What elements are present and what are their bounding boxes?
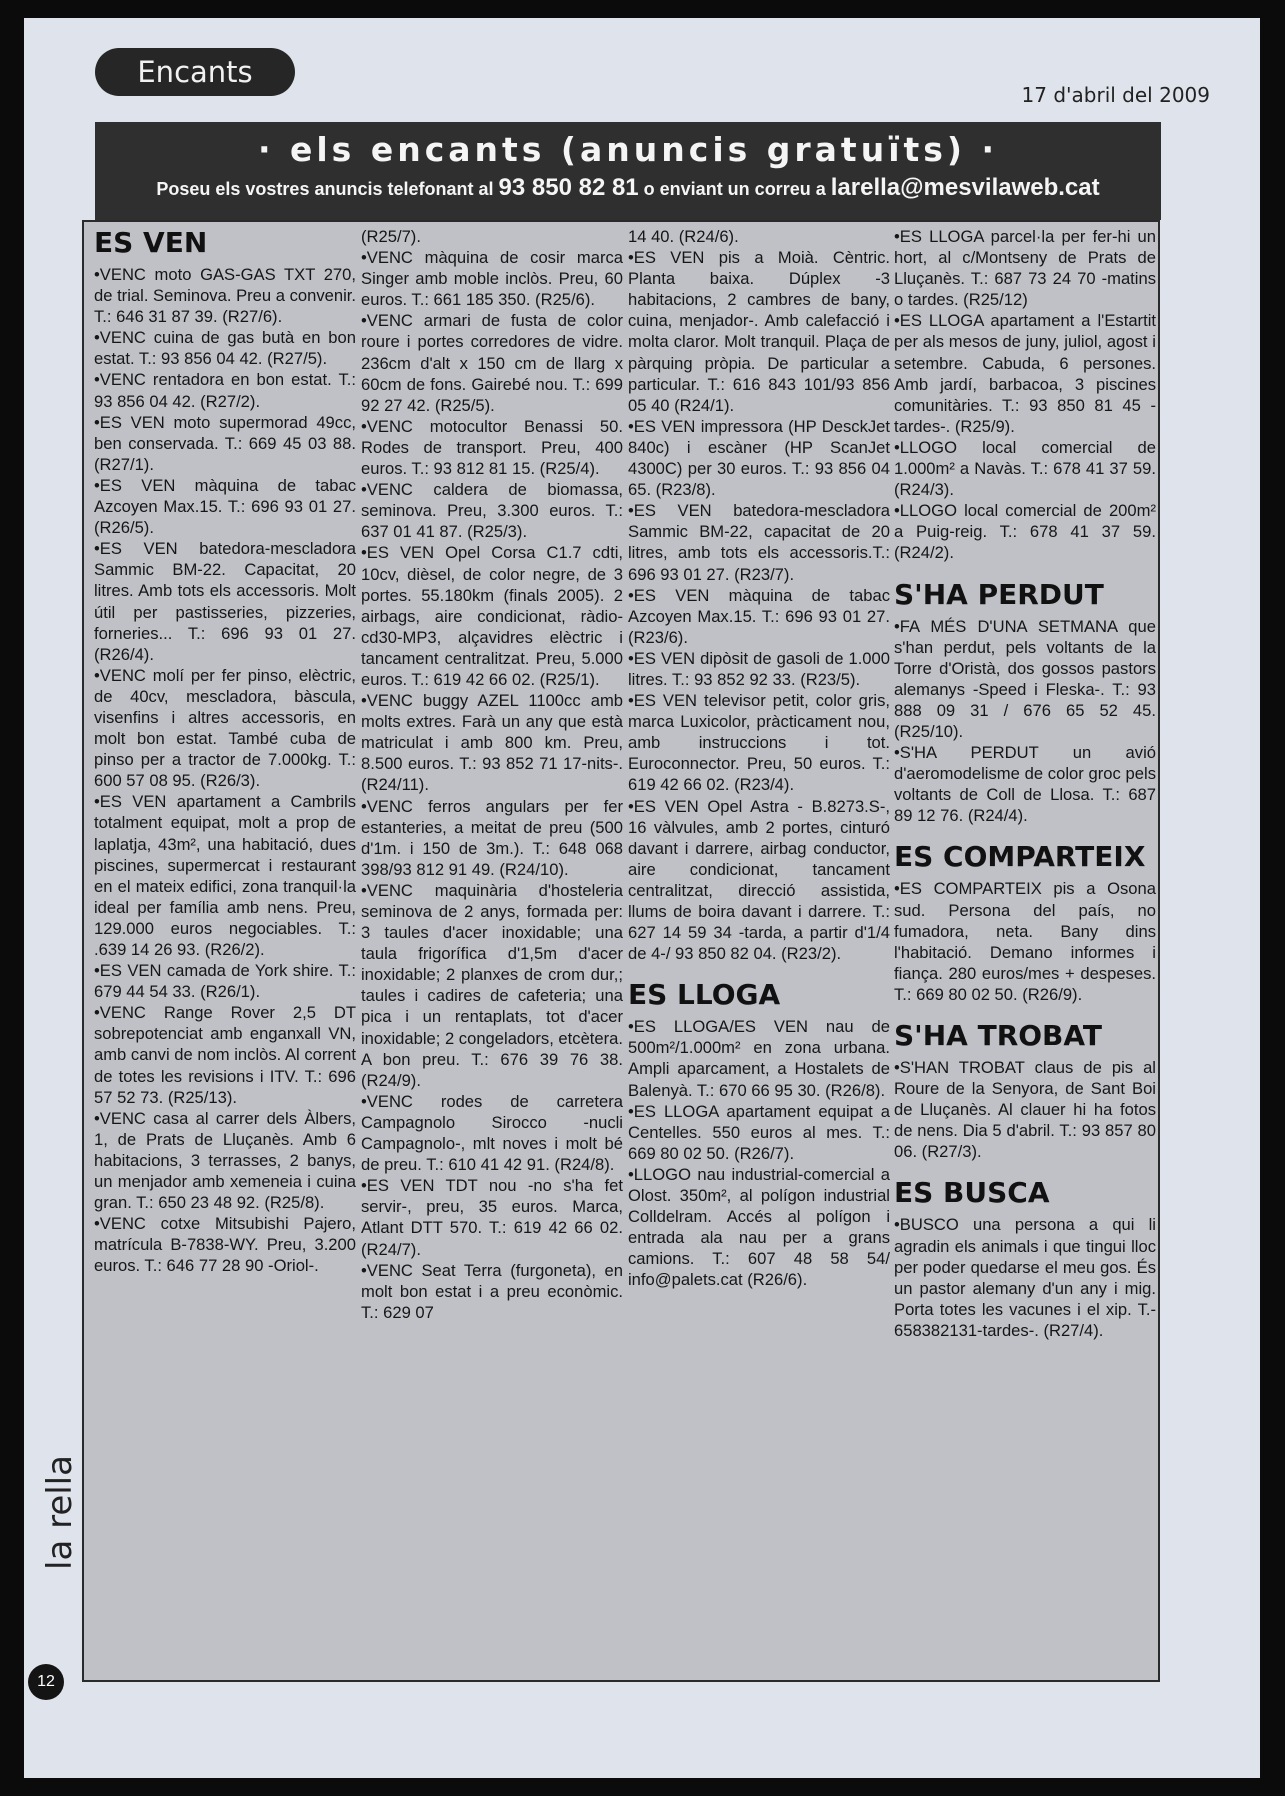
classified-ad: •ES VEN camada de York shire. T.: 679 44 54 33. (R26/1). — [94, 961, 356, 1002]
banner-sub-prefix: Poseu els vostres anuncis telefonant al — [156, 179, 494, 199]
classified-ad: •VENC cuina de gas butà en bon estat. T.: 93 856 04 42. (R27/5). — [94, 328, 356, 369]
classified-ad: 14 40. (R24/6). — [628, 227, 739, 246]
classified-ad: •S'HAN TROBAT claus de pis al Roure de la Senyora, de Sant Boi de Lluçanès. Al clauer hi ha fotos de nens. Dia 5 d'abril. T.: 93 857 80 06. (R27/3). — [894, 1058, 1156, 1162]
classified-ad: •ES COMPARTEIX pis a Osona sud. Persona del país, no fumadora, neta. Bany dins l'habitació. Demano informes i fiança. 280 euros/mes + despeses. T.: 669 80 02 50. (R26/9). — [894, 879, 1156, 1004]
classifieds-banner — [95, 122, 1161, 220]
classified-ad: •VENC buggy AZEL 1100cc amb molts extres. Farà un any que està matriculat i amb 800 km. Preu, 8.500 euros. T.: 93 852 71 17-nits-. (R24/11). — [361, 691, 623, 795]
ads-column-2 — [361, 226, 623, 1323]
classified-ad: •ES VEN televisor petit, color gris, marca Luxicolor, pràcticament nou, amb instruccions i tot. Euroconnector. Preu, 50 euros. T.: 619 42 66 02. (R23/4). — [628, 691, 890, 795]
classified-ad: •VENC rentadora en bon estat. T.: 93 856 04 42. (R27/2). — [94, 370, 356, 411]
banner-email[interactable]: larella@mesvilaweb.cat — [830, 174, 1100, 201]
section-heading: ES LLOGA — [628, 978, 781, 1012]
classified-ad: •BUSCO una persona a qui li agradin els animals i que tingui lloc per poder quedarse el meu gos. És un pastor alemany d'un any i mig. Porta totes les vacunes i el xip. T.- 658382131-tardes-. (R27/4). — [894, 1215, 1156, 1340]
ads-column-1 — [94, 226, 356, 1277]
classified-ad: •VENC molí per fer pinso, elèctric, de 40cv, mescladora, bàscula, visenfins i altres accessoris, en molt bon estat. També cuba de pinso per a tractor de 7.000kg. T.: 600 57 08 95. (R26/3). — [94, 665, 356, 791]
classified-ad: •ES VEN Opel Corsa C1.7 cdti, 10cv, dièsel, de color negre, de 3 portes. 55.180km (finals 2005). 2 airbags, aire condicionat, ràdio-cd30-MP3, alçavidres elèctric i tancament centralitzat. Preu, 5.000 euros. T.: 619 42 66 02. (R25/1). — [361, 543, 623, 689]
classified-ad: •VENC cotxe Mitsubishi Pajero, matrícula B-7838-WY. Preu, 3.200 euros. T.: 646 77 28 90 -Oriol-. — [94, 1214, 356, 1276]
section-heading: ES COMPARTEIX — [894, 840, 1146, 874]
classified-ad: •LLOGO local comercial de 200m² a Puig-reig. T.: 678 41 37 59. (R24/2). — [894, 501, 1156, 563]
classified-ad: •ES LLOGA apartament equipat a Centelles. 550 euros al mes. T.: 669 80 02 50. (R26/7). — [628, 1101, 890, 1163]
classified-ad: •ES VEN pis a Moià. Cèntric. Planta baixa. Dúplex -3 habitacions, 2 cambres de bany, cuina, menjador-. Amb calefacció i molta claror. Molt tranquil. Plaça de pàrquing pròpia. De particular a particular. T.: 616 843 101/93 856 05 40 (R24/1). — [628, 248, 890, 415]
classified-ad: •ES VEN Opel Astra - B.8273.S-, 16 vàlvules, amb 2 portes, cinturó davant i darrere, airbag conductor, aire condicionat, tancament centralitzat, direcció assistida, llums de boira davant i darrere. T.: 627 14 59 34 -tarda, a partir d'1/4 de 4-/ 93 850 82 04. (R23/2). — [628, 796, 890, 964]
section-heading: ES VEN — [94, 226, 208, 259]
classified-ad: •VENC casa al carrer dels Àlbers, 1, de Prats de Lluçanès. Amb 6 habitacions, 3 terrasses, 2 banys, un menjador amb xemeneia i cuina gran. T.: 650 23 48 92. (R25/8). — [94, 1108, 356, 1213]
classified-ad: •ES VEN impressora (HP DesckJet 840c) i escàner (HP ScanJet 4300C) per 30 euros. T.: 93 856 04 65. (R23/8). — [628, 416, 890, 500]
classified-ad: •FA MÉS D'UNA SETMANA que s'han perdut, pels voltants de la Torre d'Oristà, dos gossos pastors alemanys -Speed i Fleska-. T.: 93 888 09 31 / 676 65 52 45. (R25/10). — [894, 616, 1156, 741]
section-heading: ES BUSCA — [894, 1176, 1050, 1210]
classified-ad: (R25/7). — [361, 227, 421, 246]
section-heading: S'HA TROBAT — [894, 1019, 1102, 1052]
classified-ad: •VENC rodes de carretera Campagnolo Sirocco -nucli Campagnolo-, mlt noves i molt bé de preu. T.: 610 41 42 91. (R24/8). — [361, 1091, 623, 1175]
classified-ad: •ES VEN batedora-mescladora Sammic BM-22, capacitat de 20 litres, amb tots els accessoris.T.: 696 93 01 27. (R23/7). — [628, 501, 890, 584]
classified-ad: •ES LLOGA/ES VEN nau de 500m²/1.000m² en zona urbana. Ampli aparcament, a Hostalets de Balenyà. T.: 670 66 95 30. (R26/8). — [628, 1017, 890, 1100]
classified-ad: •VENC màquina de cosir marca Singer amb moble inclòs. Preu, 60 euros. T.: 661 185 350. (R25/6). — [361, 248, 623, 310]
classified-ad: •LLOGO local comercial de 1.000m² a Navàs. T.: 678 41 37 59. (R24/3). — [894, 437, 1156, 500]
classified-ad: •ES LLOGA parcel·la per fer-hi un hort, al c/Montseny de Prats de Lluçanès. T.: 687 73 24 70 -matins o tardes. (R25/12) — [894, 227, 1156, 310]
classified-ad: •ES VEN màquina de tabac Azcoyen Max.15. T.: 696 93 01 27. (R26/5). — [94, 475, 356, 538]
classifieds-board — [82, 220, 1160, 1682]
classified-ad: •ES VEN màquina de tabac Azcoyen Max.15. T.: 696 93 01 27. (R23/6). — [628, 585, 890, 647]
classified-ad: •ES VEN moto supermorad 49cc, ben conservada. T.: 669 45 03 88. (R27/1). — [94, 412, 356, 474]
classified-ad: •VENC caldera de biomassa, seminova. Preu, 3.300 euros. T.: 637 01 41 87. (R25/3). — [361, 480, 623, 542]
classified-ad: •ES VEN batedora-mescladora Sammic BM-22. Capacitat, 20 litres. Amb tots els accessoris. Molt útil per pastisseries, pizzeries, forneries... T.: 696 93 01 27. (R26/4). — [94, 539, 356, 664]
banner-title: · els encants (anuncis gratuïts) · — [257, 130, 999, 169]
section-tab: Encants — [95, 48, 295, 96]
classified-ad: •ES VEN dipòsit de gasoli de 1.000 litres. T.: 93 852 92 33. (R23/5). — [628, 648, 890, 689]
classified-ad: •VENC ferros angulars per fer estanteries, a meitat de preu (500 d'1m. i 150 de 3m.). T.: 648 068 398/93 812 91 49. (R24/10). — [361, 796, 623, 879]
brand-vertical: la rella — [40, 1455, 80, 1570]
banner-phone: 93 850 82 81 — [498, 174, 639, 201]
issue-date: 17 d'abril del 2009 — [1021, 83, 1210, 107]
banner-sub-middle: o enviant un correu a — [643, 179, 826, 199]
classified-ad: •ES LLOGA apartament a l'Estartit per als mesos de juny, juliol, agost i setembre. Cabuda, 6 persones. Amb jardí, barbacoa, 3 piscines comunitàries. T.: 93 850 81 45 -tardes-. (R25/9). — [894, 311, 1156, 436]
ads-column-4 — [894, 226, 1156, 1341]
classified-ad: •VENC Seat Terra (furgoneta), en molt bon estat i a preu econòmic. T.: 629 07 — [361, 1260, 623, 1322]
classified-ad: •LLOGO nau industrial-comercial a Olost. 350m², al polígon industrial Colldelram. Accés al polígon i entrada ala nau per a grans camions. T.: 607 48 58 54/ info@palets.cat (R26/6). — [628, 1164, 890, 1290]
classified-ad: •VENC maquinària d'hosteleria seminova de 2 anys, formada per: 3 taules d'acer inoxidable; una taula frigorífica d'1,5m d'acer inoxidable; 2 planxes de crom dur,; taules i cadires de cafeteria; una pica i un rentaplats, tot d'acer inoxidable; 2 congeladors, etcètera. A bon preu. T.: 676 39 76 38. (R24/9). — [361, 880, 623, 1090]
classified-ad: •S'HA PERDUT un avió d'aeromodelisme de color groc pels voltants de Coll de Llosa. T.: 687 89 12 76. (R24/4). — [894, 743, 1156, 826]
classified-ad: •VENC motocultor Benassi 50. Rodes de transport. Preu, 400 euros. T.: 93 812 81 15. (R25/4). — [361, 416, 623, 479]
classified-ad: •VENC armari de fusta de color roure i portes corredores de vidre. 236cm d'alt x 150 cm de llarg x 60cm de fons. Gairebé nou. T.: 699 92 27 42. (R25/5). — [361, 311, 623, 415]
page-number: 12 — [28, 1664, 64, 1700]
ads-column-3 — [628, 226, 890, 1291]
banner-subtitle — [95, 174, 1161, 202]
classified-ad: •VENC moto GAS-GAS TXT 270, de trial. Seminova. Preu a convenir. T.: 646 31 87 39. (R27/6). — [94, 265, 356, 327]
classified-ad: •ES VEN apartament a Cambrils totalment equipat, molt a prop de laplatja, 43m², una habitació, dues piscines, supermercat i restaurant en el mateix edifici, zona tranquil·la ideal per família amb nens. Preu, 129.000 euros negociables. T.: .639 14 26 93. (R26/2). — [94, 792, 356, 959]
classified-ad: •VENC Range Rover 2,5 DT sobrepotenciat amb enganxall VN, amb canvi de nom inclòs. Al corrent de totes les revisions i ITV. T.: 696 57 52 73. (R25/13). — [94, 1003, 356, 1107]
classified-ad: •ES VEN TDT nou -no s'ha fet servir-, preu, 35 euros. Marca, Atlant DTT 570. T.: 619 42 66 02. (R24/7). — [361, 1176, 623, 1259]
section-heading: S'HA PERDUT — [894, 577, 1104, 611]
